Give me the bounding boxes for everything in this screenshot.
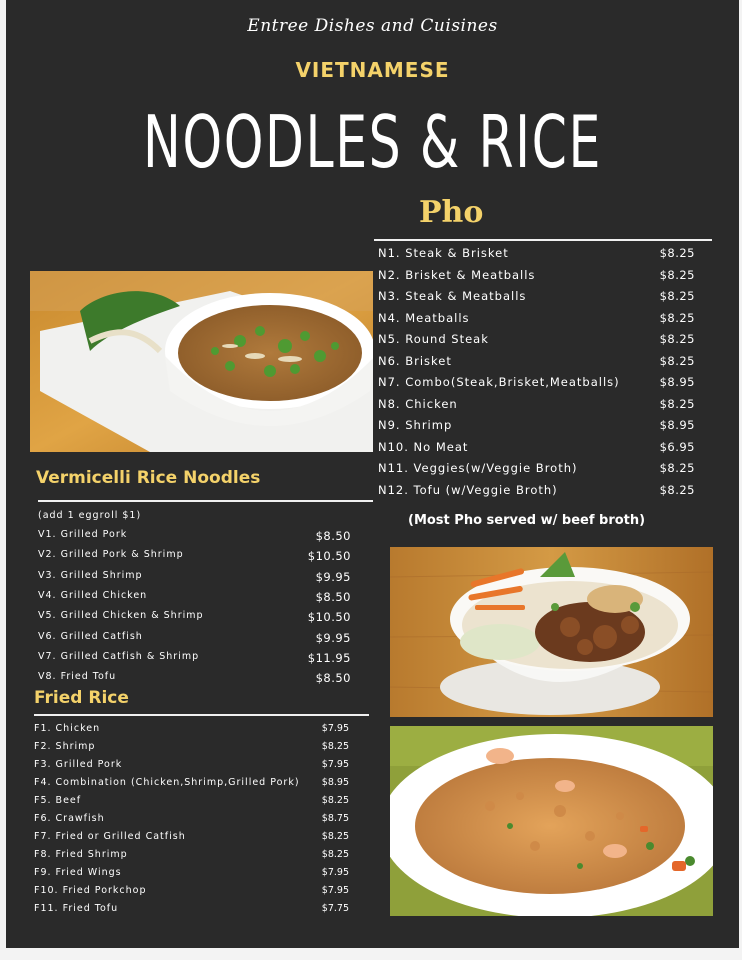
fried-rice-item-price: $8.25 [321, 741, 349, 752]
pho-item-price: $8.25 [659, 310, 695, 325]
fried-rice-item-name: F5. Beef [34, 795, 82, 806]
pho-item-name: N3. Steak & Meatballs [378, 289, 527, 303]
menu-subtitle: Entree Dishes and Cuisines [247, 16, 498, 36]
pho-item-price: $6.95 [659, 439, 695, 454]
vermicelli-item-price: $10.50 [307, 610, 351, 625]
vermicelli-divider [38, 500, 373, 502]
pho-item-name: N4. Meatballs [378, 310, 470, 325]
vermicelli-item-name: V6. Grilled Catfish [38, 630, 143, 642]
pho-item-price: $8.25 [659, 482, 695, 497]
menu-board [6, 0, 739, 948]
pho-item-name: N10. No Meat [378, 439, 469, 454]
fried-rice-section-title: Fried Rice [34, 688, 129, 708]
pho-item-price: $8.25 [659, 332, 695, 346]
fried-rice-item-name: F4. Combination (Chicken,Shrimp,Grilled Pork) [34, 777, 300, 788]
fried-rice-item-price: $8.95 [321, 777, 349, 788]
pho-item-name: N1. Steak & Brisket [378, 246, 509, 260]
fried-rice-item-price: $8.25 [321, 831, 349, 842]
pho-item-price: $8.25 [659, 396, 695, 411]
pho-broth-note: (Most Pho served w/ beef broth) [408, 513, 646, 528]
fried-rice-item-price: $7.95 [321, 885, 349, 896]
vermicelli-section-title: Vermicelli Rice Noodles [36, 468, 261, 488]
pho-item-name: N5. Round Steak [378, 332, 489, 346]
fried-rice-item-name: F1. Chicken [34, 723, 101, 734]
fried-rice-item-name: F6. Crawfish [34, 813, 105, 824]
fried-rice-item-name: F9. Fried Wings [34, 867, 122, 878]
pho-item-price: $8.25 [659, 461, 695, 475]
vermicelli-item-price: $10.50 [307, 549, 351, 564]
vermicelli-item-name: V7. Grilled Catfish & Shrimp [38, 650, 200, 662]
fried-rice-item-name: F3. Grilled Pork [34, 759, 123, 770]
fried-rice-item-price: $7.95 [321, 759, 349, 770]
vermicelli-item-price: $9.95 [315, 569, 351, 584]
pho-bowl-photo [30, 271, 373, 452]
eggroll-note: (add 1 eggroll $1) [38, 510, 142, 521]
vermicelli-item-name: V4. Grilled Chicken [38, 589, 148, 601]
vermicelli-item-name: V1. Grilled Pork [38, 529, 128, 540]
fried-rice-item-name: F2. Shrimp [34, 741, 96, 752]
fried-rice-item-price: $7.95 [321, 723, 349, 734]
pho-item-price: $8.25 [659, 353, 695, 368]
fried-rice-item-price: $7.75 [321, 903, 349, 914]
vermicelli-item-price: $9.95 [315, 630, 351, 645]
fried-rice-item-name: F11. Fried Tofu [34, 903, 119, 914]
vermicelli-item-price: $8.50 [315, 589, 351, 604]
pho-item-price: $8.95 [659, 418, 695, 432]
cuisine-label: VIETNAMESE [295, 58, 450, 82]
vermicelli-bowl-photo [390, 547, 713, 717]
fried-rice-item-price: $7.95 [321, 867, 349, 878]
pho-item-price: $8.25 [659, 289, 695, 303]
fried-rice-item-price: $8.75 [321, 813, 349, 824]
pho-item-name: N12. Tofu (w/Veggie Broth) [378, 482, 558, 497]
pho-item-name: N11. Veggies(w/Veggie Broth) [378, 461, 578, 475]
vermicelli-item-name: V5. Grilled Chicken & Shrimp [38, 610, 204, 622]
fried-rice-item-price: $8.25 [321, 849, 349, 860]
pho-item-name: N8. Chicken [378, 396, 458, 411]
pho-divider [374, 239, 712, 241]
pho-item-name: N6. Brisket [378, 353, 452, 368]
fried-rice-photo [390, 726, 713, 916]
pho-item-price: $8.25 [659, 267, 695, 282]
pho-section-title: Pho [419, 195, 484, 230]
vermicelli-item-name: V2. Grilled Pork & Shrimp [38, 549, 184, 561]
vermicelli-item-price: $8.50 [315, 529, 351, 543]
fried-rice-item-price: $8.25 [321, 795, 349, 806]
fried-rice-item-name: F7. Fried or Grilled Catfish [34, 831, 186, 842]
vermicelli-item-name: V3. Grilled Shrimp [38, 569, 143, 581]
vermicelli-item-name: V8. Fried Tofu [38, 671, 117, 683]
pho-item-name: N2. Brisket & Meatballs [378, 267, 536, 282]
vermicelli-item-price: $11.95 [307, 650, 351, 665]
pho-item-name: N7. Combo(Steak,Brisket,Meatballs) [378, 375, 620, 389]
pho-item-price: $8.25 [659, 246, 695, 260]
fried-rice-item-name: F10. Fried Porkchop [34, 885, 147, 896]
pho-item-price: $8.95 [659, 375, 695, 389]
fried-rice-divider [34, 714, 369, 716]
pho-item-name: N9. Shrimp [378, 418, 453, 432]
fried-rice-item-name: F8. Fried Shrimp [34, 849, 128, 860]
menu-title: NOODLES & RICE [143, 100, 602, 184]
vermicelli-item-price: $8.50 [315, 671, 351, 686]
